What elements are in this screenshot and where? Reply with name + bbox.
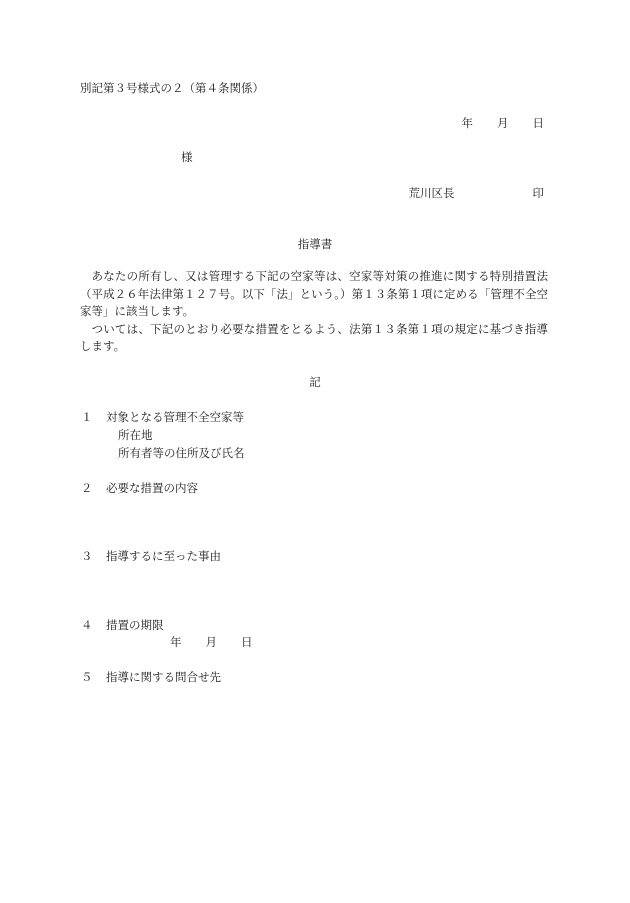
issuer-name: 荒川区長: [408, 186, 455, 200]
document-title: 指導書: [297, 237, 333, 251]
date-month-label: 月: [497, 116, 509, 130]
item-label: 指導に関する問合せ先: [106, 670, 221, 684]
deadline-year-label: 年: [170, 635, 182, 649]
date-year-label: 年: [461, 116, 473, 130]
item-number: ４: [81, 618, 93, 632]
item-number: ３: [81, 549, 93, 563]
ki-heading: 記: [309, 375, 321, 389]
item-number: １: [81, 410, 93, 424]
item-number: ２: [81, 481, 93, 495]
item-number: ５: [81, 670, 93, 684]
item-sub-owner: 所有者等の住所及び氏名: [118, 446, 245, 460]
deadline-day-label: 日: [241, 635, 253, 649]
issuer-line: [409, 185, 545, 201]
item-sub-location: 所在地: [118, 428, 153, 442]
issue-date: [462, 115, 545, 131]
item-label: 措置の期限: [106, 618, 164, 632]
deadline-month-label: 月: [205, 635, 217, 649]
body-text: [80, 268, 548, 356]
body-paragraph-1: あなたの所有し、又は管理する下記の空家等は、空家等対策の推進に関する特別措置法（平成２６年法律第１２７号。以下「法」という。）第１３条第１項に定める「管理不全空家等」に該当します。: [80, 269, 548, 318]
date-day-label: 日: [532, 116, 544, 130]
body-paragraph-2: ついては、下記のとおり必要な措置をとるよう、法第１３条第１項の規定に基づき指導します。: [80, 321, 548, 353]
form-identifier: 別記第３号様式の２（第４条関係）: [80, 81, 264, 95]
item-label: 対象となる管理不全空家等: [106, 410, 244, 424]
seal-mark: 印: [532, 186, 544, 200]
item-label: 必要な措置の内容: [106, 481, 198, 495]
deadline-date: [170, 634, 253, 650]
addressee-honorific: 様: [181, 150, 193, 164]
item-label: 指導するに至った事由: [106, 549, 221, 563]
